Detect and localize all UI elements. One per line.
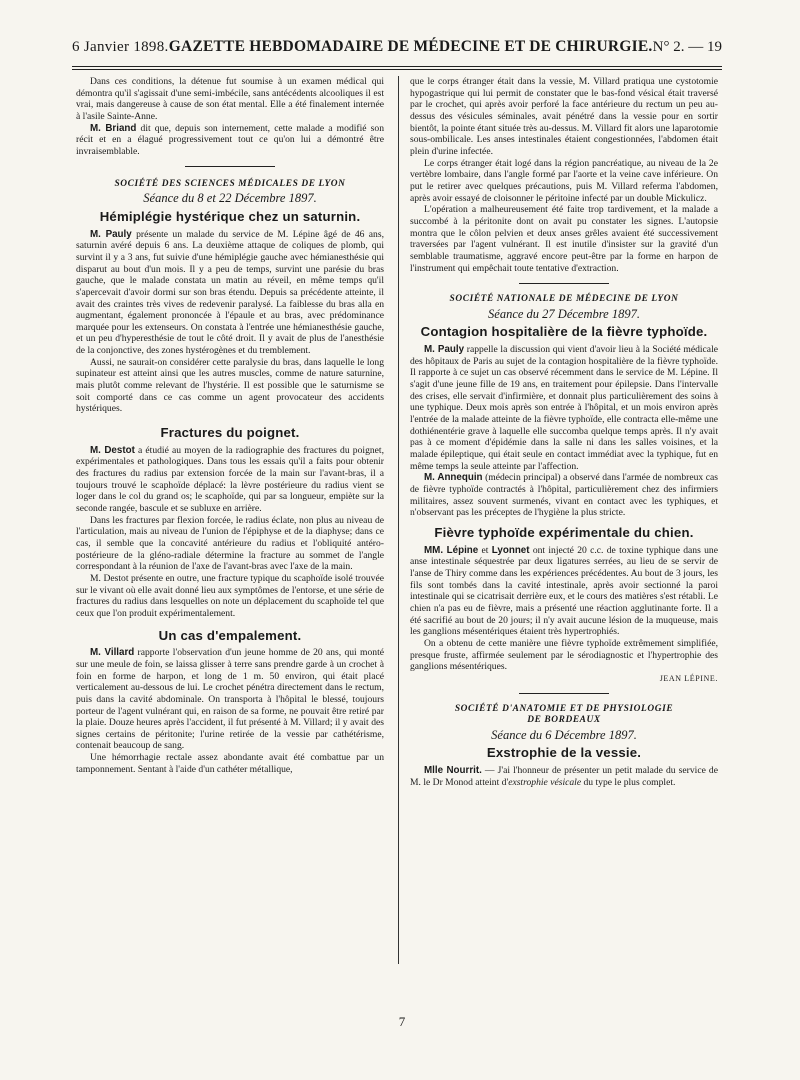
issue-page-number: N° 2. — 19 (652, 39, 722, 55)
paragraph (410, 344, 718, 472)
page-footer-number: 7 (398, 1014, 406, 1029)
session-date: Séance du 27 Décembre 1897. (488, 306, 640, 321)
article-title: Un cas d'empalement. (158, 627, 302, 643)
article-title: Fièvre typhoïde expérimentale du chien. (434, 524, 694, 540)
article-title: Hémiplégie hystérique chez un saturnin. (99, 208, 361, 224)
session-date: Séance du 6 Décembre 1897. (491, 727, 637, 742)
paragraph: Mlle Nourrit. — J'ai l'honneur de présenter un petit malade du service de M. le Dr Monod atteint d'exstrophie vésicale du type le plus complet. (410, 765, 718, 788)
paragraph (76, 229, 384, 357)
paragraph: Dans les fractures par flexion forcée, le radius éclate, non plus au niveau de l'articulation, mais au niveau de l'union de l'épiphyse et de la diaphyse; dans ce cas, il semble que la concavité antérieure du radius et l'obliquité antéro-postérieure de la gléno-radiale détermine la fracture au sommet de l'angle correspondant à la réunion de l'axe de l'avant-bras avec l'axe de la main. (76, 514, 384, 573)
paragraph (410, 472, 718, 519)
paragraph-text: (médecin principal) a observé dans l'armée de nombreux cas de fièvre typhoïde contractés à l'hôpital, particulièrement chez des infirmiers militaires, assez souvent surmenés, vivant en contact avec les typhiques, et n'observant pas les préceptes de l'hygiène la plus stricte. (410, 472, 718, 519)
section-separator (519, 693, 609, 694)
article-title: Exstrophie de la vessie. (486, 745, 642, 761)
author-name: Lyonnet (491, 544, 530, 556)
paragraph-text: présente un malade du service de M. Lépine âgé de 46 ans, saturnin avéré depuis 6 ans. La deuxième attaque de coliques de plomb, qui survint il y a 3 ans, fut suivie d'une hémiplégie gauche avec hémianesthésie qui disparut au bout d'un mois. Il y a peu de temps, survint une parésie du bras gauche, que le malade constata un matin au réveil, en même temps qu'il s'apercevait d'avoir dormi sur son bras étendu. Depuis sa précédente atteinte, il avait des craintes très vives de redevenir paralysé. La faiblesse du bras alla en augmentant, également prononcée à l'épaule et au bras, avec prédominance marquée pour les extenseurs. On constata à l'entrée une hémianesthésie gauche, et un peu d'hyperesthésie de tout le côté droit. Il y avait de plus de l'anesthésie de la conjonctive, des zones hystérogènes et du tremblement. (76, 228, 384, 357)
author-name: M. Destot (90, 444, 135, 456)
author-name: M. Pauly (90, 228, 132, 240)
author-name: M. Pauly (424, 344, 465, 356)
section-separator (519, 283, 609, 284)
paragraph-text: dit que, depuis son internement, cette malade a modifié son récit et en a élagué progressivement tout ce qu'on lui a démontré être invraisemblable. (76, 122, 384, 157)
paragraph-text: rappelle la discussion qui vient d'avoir lieu à la Société médicale des hôpitaux de Paris au sujet de la contagion hospitalière de la fièvre typhoïde. Il rapporte à ce sujet un cas observé récemment dans le service de M. Lépine. Il s'agit d'une jeune fille de 19 ans, en traitement pour épilepsie. Dans l'intervalle des crises, elle servait d'infirmière, et donnait plus particulièrement des soins à une typhique. Deux mois après son entrée à l'hôpital, et un mois environ après l'entrée de la malade atteinte de la fièvre typhoïde, elle contracta elle-même une dothiénentérie grave à laquelle elle succomba quelque temps après. Il n'y avait pas à ce moment d'épidémie dans la salle ni dans les salles voisines, et la malade épileptique, qui était seule en contact immédiat avec la typhique, fut en même temps la seule atteinte par l'affection. (410, 344, 718, 472)
society-heading: SOCIÉTÉ DES SCIENCES MÉDICALES DE LYON (114, 178, 346, 189)
paragraph: Une hémorrhagie rectale assez abondante avait été combattue par un tamponnement. Sentant à l'aide d'un cathéter métallique, (76, 752, 384, 775)
issue-date: 6 Janvier 1898. (72, 39, 169, 55)
right-column (410, 76, 718, 788)
journal-title: GAZETTE HEBDOMADAIRE DE MÉDECINE ET DE CHIRURGIE. (168, 38, 653, 55)
paragraph-text: ont injecté 20 c.c. de toxine typhique dans une anse intestinale séquestrée par deux ligatures serrées, au lieu de se servir de l'anse de Thiry comme dans les expériences précédentes. Au bout de 3 jours, les fils sont tombés dans la cavité intestinale, après avoir sectionné la paroi intestinale qui se cicatrisait derrière eux, et le cours des matières s'est rétabli. Le chien n'a pas eu de fièvre, mais a présenté une réaction agglutinante forte. Il a été sacrifié au bout de 20 jours; il n'y avait aucune lésion de la muqueuse, mais les ganglions mésentériques étaient très hypertrophiés. (410, 544, 718, 638)
left-column (76, 76, 384, 775)
society-heading-line2: DE BORDEAUX (527, 715, 601, 726)
society-heading: SOCIÉTÉ D'ANATOMIE ET DE PHYSIOLOGIE (454, 703, 674, 714)
header-rule (72, 66, 722, 67)
header-rule-thin (72, 69, 722, 70)
section-separator (185, 166, 275, 167)
paragraph: Aussi, ne saurait-on considérer cette paralysie du bras, dans laquelle le long supinateur est atteint ainsi que les autres muscles, comme de nature saturnine, mais plutôt comme relevant de l'hystérie. Il est possible que le saturnisme se soit comporté dans ce cas comme un agent provocateur des accidents hystériques. (76, 356, 384, 415)
paragraph: L'opération a malheureusement été faite trop tardivement, et la malade a succombé à la péritonite dont on avait pu constater les signes. L'autopsie montra que le côlon pelvien et deux anses grêles avaient été successivement traversées par l'agent vulnérant. Il est inutile d'insister sur la gravité d'un semblable traumatisme, aggravé encore peut-être par la forme en harpon de l'instrument qui empêchait toute tentative d'extraction. (410, 204, 718, 274)
paragraph: M. Destot présente en outre, une fracture typique du scaphoïde isolé trouvée sur le vivant où elle avait donné lieu aux symptômes de l'entorse, et une série de fractures du radius dans lesquelles on note un déplacement du scaphoïde tel que ceux que l'on produit expérimentalement. (76, 572, 384, 619)
paragraph-text: rapporte l'observation d'un jeune homme de 20 ans, qui monté sur une meule de foin, se laissa glisser à terre sans prendre garde à un crochet à foin en forme de harpon, et long de 1 m. 50 environ, qui était placé verticalement au-dessous de lui. Le crochet pénétra directement dans le rectum, puis dans la cavité abdominale. On transporta à l'hôpital le blessé, toujours porteur de l'agent vulnérant qui, en raison de sa forme, ne pouvait être retiré par la plaie. Douze heures après l'accident, il fut présenté à M. Villard; il y avait des signes certains de péritonite; l'urine retirée de la vessie par cathétérisme, contenait beaucoup de sang. (76, 647, 384, 752)
paragraph: que le corps étranger était dans la vessie, M. Villard pratiqua une cystotomie hypogastrique qui lui permit de constater que le bas-fond vésical était traversé par le crochet, qui après avoir perforé la face antérieure du rectum un peu au-dessus des vésicules séminales, avait pénétré dans la vessie pour en sortir bientôt, la pointe étant située très au-dessus. M. Villard fit alors une laparotomie sous-ombilicale. Les anses intestinales étaient congestionnées, l'abdomen était plein d'urine infectée. (410, 76, 718, 157)
author-name: Mlle Nourrit. (424, 765, 482, 777)
paragraph (76, 445, 384, 515)
paragraph: MM. Lépine et Lyonnet ont injecté 20 c.c. de toxine typhique dans une anse intestinale séquestrée par deux ligatures serrées, au lieu de se servir de l'anse de Thiry comme dans les expériences précédentes. Au bout de 3 jours, les fils sont tombés dans la cavité intestinale, après avoir sectionné la paroi intestinale qui se cicatrisait derrière eux, et le cours des matières s'est rétabli. Le chien n'a pas eu de fièvre, mais a présenté une réaction agglutinante forte. Il a été sacrifié au bout de 20 jours; il n'y avait aucune lésion de la muqueuse, mais les ganglions mésentériques étaient très hypertrophiés. (410, 544, 718, 638)
author-name: M. Briand (90, 122, 137, 134)
paragraph: On a obtenu de cette manière une fièvre typhoïde extrêmement simplifiée, presque fruste, affirmée seulement par le sérodiagnostic et l'hypertrophie des ganglions mésentériques. (410, 637, 718, 673)
signature: JEAN LÉPINE. (659, 673, 718, 683)
article-title: Fractures du poignet. (160, 425, 300, 441)
author-name: M. Annequin (424, 472, 483, 484)
author-name: M. Villard (90, 647, 135, 659)
paragraph (76, 123, 384, 158)
session-date: Séance du 8 et 22 Décembre 1897. (143, 191, 317, 206)
paragraph-text: a étudié au moyen de la radiographie des fractures du poignet, expérimentales et pathologiques. Dans tous les essais qu'il a faits pour obtenir des fractures du radius par extension forcée de la main sur l'avant-bras, il a toujours trouvé le scaphoïde déplacé: la lèvre postérieure du radius vient se loger dans le col du grand os; le scaphoïde, qui par sa longueur, empiète sur la seconde rangée, bascule et se subluxe en arrière. (76, 444, 384, 514)
paragraph (76, 647, 384, 752)
society-heading: SOCIÉTÉ NATIONALE DE MÉDECINE DE LYON (449, 294, 679, 305)
article-title: Contagion hospitalière de la fièvre typhoïde. (420, 324, 708, 340)
column-divider (398, 76, 399, 964)
running-header (72, 38, 722, 62)
author-name: MM. Lépine (424, 544, 479, 556)
paragraph: Le corps étranger était logé dans la région pancréatique, au niveau de la 2e vertèbre lombaire, dans l'angle formé par l'aorte et la veine cave inférieure. On put le retirer avec quelques précautions, puis M. Villard referma l'abdomen, après avoir essayé de cloisonner le péritoine infecté par un double Mickulicz. (410, 157, 718, 204)
paragraph: Dans ces conditions, la détenue fut soumise à un examen médical qui démontra qu'il s'agissait d'une semi-imbécile, sans antécédents alcooliques il est vrai, mais dangereuse à cause de son état mental. Elle a été finalement internée à l'asile Sainte-Anne. (76, 76, 384, 122)
